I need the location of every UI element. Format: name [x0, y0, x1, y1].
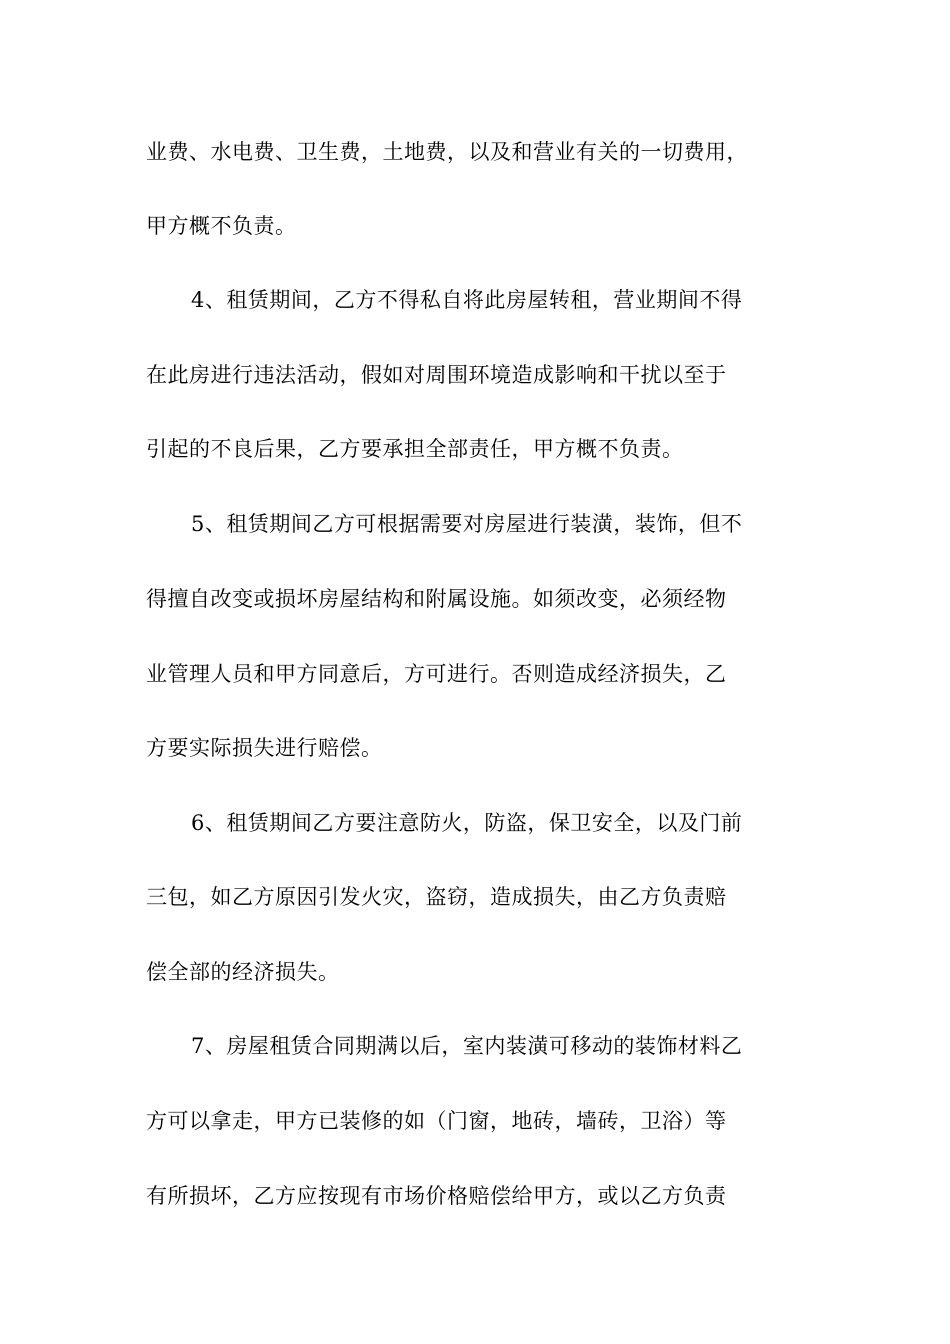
- text-line: 有所损坏，乙方应按现有市场价格赔偿给甲方，或以乙方负责: [146, 1184, 727, 1208]
- text-line: 偿全部的经济损失。: [146, 960, 340, 984]
- text-line: 三包，如乙方原因引发火灾，盗窃，造成损失，由乙方负责赔: [146, 885, 727, 909]
- paragraph-6-start: 6、租赁期间乙方要注意防火，防盗，保卫安全，以及门前: [191, 811, 743, 835]
- text-line: 在此房进行违法活动，假如对周围环境造成影响和干扰以至于: [146, 363, 727, 387]
- paragraph-7-start: 7、房屋租赁合同期满以后，室内装潢可移动的装饰材料乙: [191, 1034, 743, 1058]
- text-line: 方要实际损失进行赔偿。: [146, 736, 383, 760]
- text-line: 业管理人员和甲方同意后，方可进行。否则造成经济损失，乙: [146, 662, 727, 686]
- text-line: 业费、水电费、卫生费，土地费，以及和营业有关的一切费用，: [146, 140, 748, 164]
- text-line: 引起的不良后果，乙方要承担全部责任，甲方概不负责。: [146, 437, 684, 461]
- text-line: 得擅自改变或损坏房屋结构和附属设施。如须改变，必须经物: [146, 587, 727, 611]
- paragraph-5-start: 5、租赁期间乙方可根据需要对房屋进行装潢，装饰，但不: [191, 512, 743, 536]
- text-line: 方可以拿走，甲方已装修的如（门窗，地砖，墙砖，卫浴）等: [146, 1109, 727, 1133]
- text-line: 甲方概不负责。: [146, 214, 297, 238]
- paragraph-4-start: 4、租赁期间，乙方不得私自将此房屋转租，营业期间不得: [191, 288, 743, 312]
